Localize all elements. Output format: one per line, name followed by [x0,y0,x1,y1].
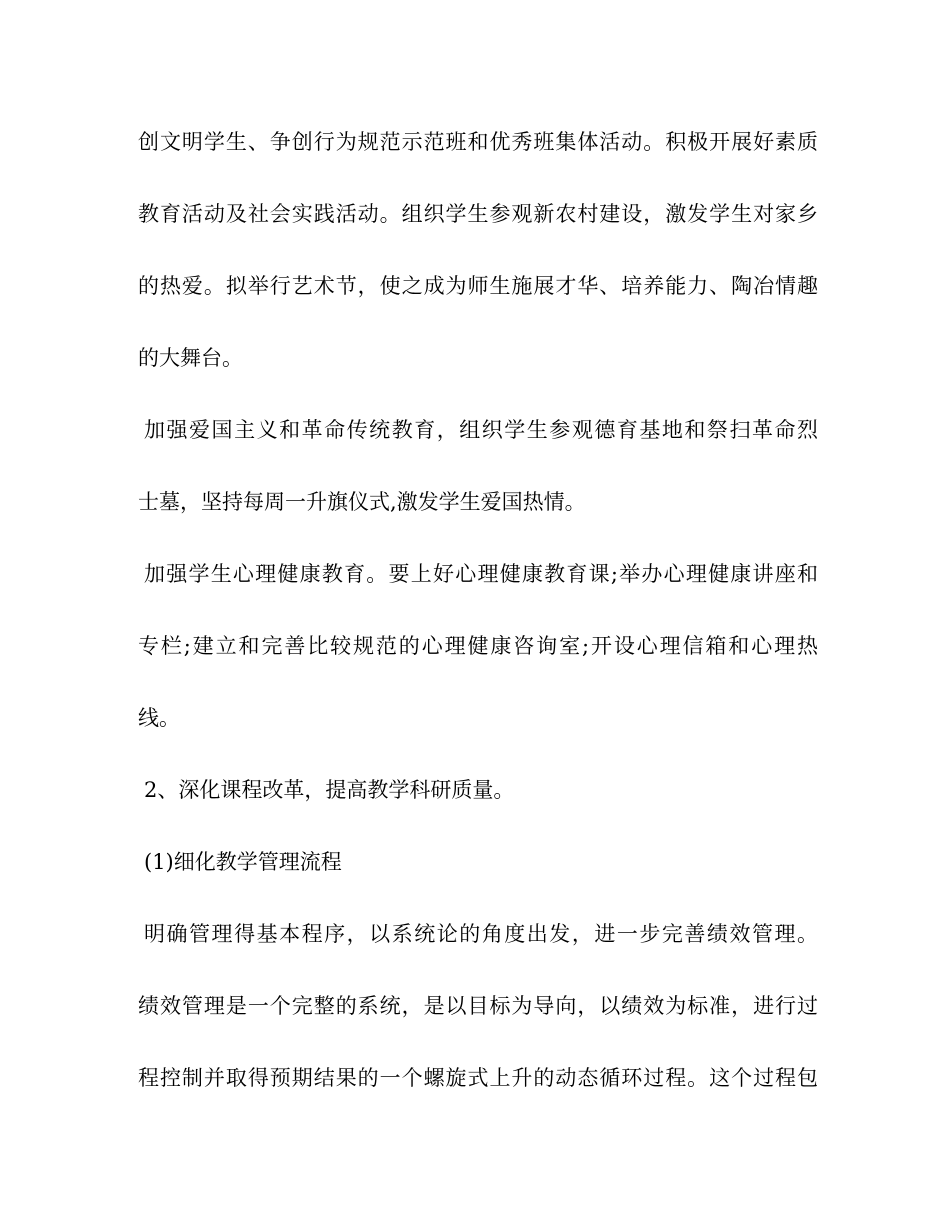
paragraph-line: 线。 [138,706,180,730]
subsection-heading: (1)细化教学管理流程 [144,850,342,874]
paragraph-line: 士墓，坚持每周一升旗仪式,激发学生爱国热情。 [138,490,586,514]
paragraph-line: 专栏;建立和完善比较规范的心理健康咨询室;开设心理信箱和心理热 [138,634,818,658]
paragraph-line: 绩效管理是一个完整的系统，是以目标为导向，以绩效为标准，进行过 [138,994,818,1018]
paragraph-line: 加强爱国主义和革命传统教育，组织学生参观德育基地和祭扫革命烈 [144,418,818,442]
paragraph-line: 加强学生心理健康教育。要上好心理健康教育课;举办心理健康讲座和 [144,562,818,586]
section-heading: 2、深化课程改革，提高教学科研质量。 [144,778,515,802]
document-body [138,124,818,1132]
paragraph-line: 的大舞台。 [138,346,243,370]
paragraph-line: 的热爱。拟举行艺术节，使之成为师生施展才华、培养能力、陶冶情趣 [138,274,818,298]
paragraph-line: 创文明学生、争创行为规范示范班和优秀班集体活动。积极开展好素质 [138,130,818,154]
paragraph-line: 教育活动及社会实践活动。组织学生参观新农村建设，激发学生对家乡 [138,202,818,226]
paragraph-line: 程控制并取得预期结果的一个螺旋式上升的动态循环过程。这个过程包 [138,1066,818,1090]
paragraph-line: 明确管理得基本程序，以系统论的角度出发，进一步完善绩效管理。 [144,922,818,946]
